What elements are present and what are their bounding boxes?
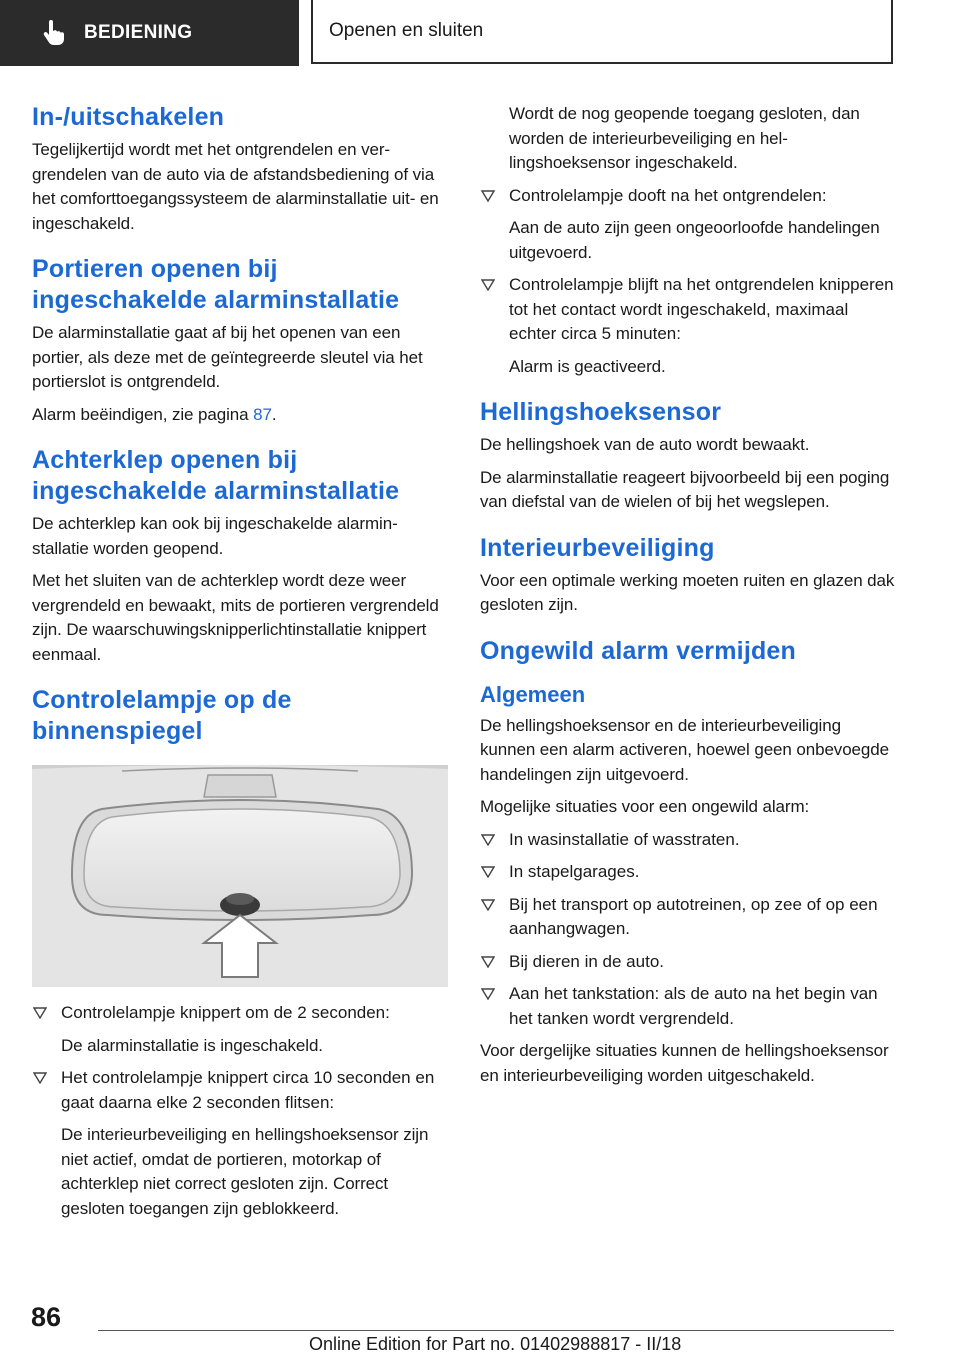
list-item-text: Het controlelampje knippert circa 10 seconden en gaat daarna elke 2 seconden flitsen: bbox=[61, 1068, 435, 1112]
list-item bbox=[480, 950, 896, 975]
footer-divider bbox=[98, 1330, 894, 1331]
paragraph: De alarminstallatie gaat af bij het openen van een portier, als deze met de geïntegreerde sleutel via het portierslot is ontgrendeld. bbox=[32, 323, 423, 391]
list-item bbox=[480, 860, 896, 885]
section-portieren-openen bbox=[32, 254, 448, 427]
section-title: BEDIENING bbox=[84, 22, 193, 43]
situations-list bbox=[480, 828, 896, 1032]
list-item-detail: Aan de auto zijn geen ongeoorloofde handelingen uitgevoerd. bbox=[509, 218, 880, 262]
list-item-text: Controlelampje dooft na het ontgrendelen: bbox=[509, 185, 827, 205]
list-item-text: In stapelgarages. bbox=[509, 862, 640, 881]
triangle-bullet-icon bbox=[33, 1007, 47, 1019]
heading-ongewild-alarm: Ongewild alarm vermijden bbox=[480, 636, 797, 665]
section-tab-block bbox=[0, 0, 299, 66]
chapter-title: Openen en sluiten bbox=[329, 20, 484, 41]
triangle-bullet-icon bbox=[33, 1072, 47, 1084]
list-item bbox=[480, 893, 896, 942]
list-item bbox=[480, 184, 896, 266]
paragraph: Voor dergelijke situaties kunnen de hellingshoeksensor en interieurbeveiliging worden uitgeschakeld. bbox=[480, 1041, 889, 1085]
continued-paragraph: Wordt de nog geopende toegang gesloten, dan worden de interieurbeveiliging en hellingshoeksensor ingeschakeld. bbox=[509, 104, 860, 172]
left-column bbox=[32, 102, 448, 1229]
paragraph: De alarminstallatie reageert bijvoorbeeld bij een poging van diefstal van de wielen of bij het wegslepen. bbox=[480, 467, 890, 511]
page-link-87[interactable]: 87 bbox=[253, 404, 272, 424]
paragraph: De achterklep kan ook bij ingeschakelde alarminstallatie worden geopend. bbox=[32, 514, 398, 558]
section-in-uitschakelen bbox=[32, 102, 448, 236]
triangle-bullet-icon bbox=[481, 988, 495, 1000]
rearview-mirror-illustration bbox=[32, 765, 448, 987]
chapter-tab-block bbox=[311, 0, 893, 64]
section-hellingshoeksensor bbox=[480, 397, 896, 515]
list-item bbox=[480, 828, 896, 853]
subheading-algemeen: Algemeen bbox=[480, 681, 586, 707]
hand-pointer-icon bbox=[42, 20, 66, 46]
heading-controlelampje: Controlelampje op de binnenspiegel bbox=[32, 686, 292, 745]
reference-end: . bbox=[271, 404, 277, 424]
section-ongewild-alarm bbox=[480, 636, 896, 1089]
triangle-bullet-icon bbox=[481, 834, 495, 846]
paragraph-cross-reference bbox=[32, 403, 448, 428]
paragraph: De hellingshoek van de auto wordt bewaakt. bbox=[480, 435, 810, 454]
paragraph: Tegelijkertijd wordt met het ontgrendelen en vergrendelen van de auto via de afstandsbediening of via het comforttoegangssysteem de alarminstallatie uit- en ingeschakeld. bbox=[32, 140, 439, 233]
mirror-drawing bbox=[32, 765, 448, 987]
heading-interieurbeveiliging: Interieurbeveiliging bbox=[480, 533, 715, 562]
triangle-bullet-icon bbox=[481, 866, 495, 878]
heading-hellingshoeksensor: Hellingshoeksensor bbox=[480, 398, 722, 426]
list-item-text: Controlelampje blijft na het ontgrendelen knipperen tot het contact wordt ingeschakeld, maximaal echter circa 5 minuten: bbox=[509, 275, 894, 343]
page-header bbox=[0, 0, 960, 66]
paragraph: Voor een optimale werking moeten ruiten en glazen dak gesloten zijn. bbox=[480, 570, 895, 614]
heading-in-uitschakelen: In-/uitschakelen bbox=[32, 103, 225, 131]
indicator-list-left bbox=[32, 1001, 448, 1221]
list-item-text: Aan het tankstation: als de auto na het begin van het tanken wordt vergrendeld. bbox=[509, 984, 878, 1028]
indicator-list-right bbox=[480, 184, 896, 380]
section-interieurbeveiliging bbox=[480, 533, 896, 618]
reference-text: Alarm beëindigen, zie pagina bbox=[32, 404, 254, 424]
list-item bbox=[480, 982, 896, 1031]
list-item bbox=[32, 1001, 448, 1058]
list-item-detail: De interieurbeveiliging en hellingshoeksensor zijn niet actief, omdat de portieren, motorkap of achterklep niet correct gesloten zijn. Correct gesloten toegangen zijn geblokkeerd. bbox=[61, 1125, 429, 1218]
triangle-bullet-icon bbox=[481, 190, 495, 202]
list-item-detail: De alarminstallatie is ingeschakeld. bbox=[61, 1035, 323, 1055]
heading-portieren-openen: Portieren openen bij ingeschakelde alarminstallatie bbox=[32, 255, 400, 314]
list-item-text: Bij het transport op autotreinen, op zee of op een aanhangwagen. bbox=[509, 894, 878, 938]
paragraph: De hellingshoeksensor en de interieurbeveiliging kunnen een alarm activeren, hoewel geen onbevoegde handelingen zijn uitgevoerd. bbox=[480, 715, 889, 784]
right-column bbox=[480, 102, 896, 1096]
heading-achterklep-openen: Achterklep openen bij ingeschakelde alarminstallatie bbox=[32, 446, 400, 505]
list-item-text: In wasinstallatie of wasstraten. bbox=[509, 829, 740, 849]
triangle-bullet-icon bbox=[481, 899, 495, 911]
list-item-detail: Alarm is geactiveerd. bbox=[509, 356, 666, 376]
list-item bbox=[32, 1066, 448, 1221]
page-number: 86 bbox=[31, 1302, 62, 1332]
paragraph: Mogelijke situaties voor een ongewild alarm: bbox=[480, 797, 810, 816]
triangle-bullet-icon bbox=[481, 279, 495, 291]
section-controlelampje bbox=[32, 685, 448, 1221]
list-item-text: Controlelampje knippert om de 2 seconden: bbox=[61, 1003, 390, 1022]
section-achterklep-openen bbox=[32, 445, 448, 667]
list-item bbox=[480, 273, 896, 379]
paragraph: Met het sluiten van de achterklep wordt deze weer vergrendeld en bewaakt, mits de portieren vergrendeld zijn. De waarschuwingsknipperlichtinstallatie knippert eenmaal. bbox=[32, 571, 439, 664]
list-item-text: Bij dieren in de auto. bbox=[509, 951, 664, 971]
edition-note: Online Edition for Part no. 01402988817 - II/18 bbox=[309, 1334, 682, 1354]
triangle-bullet-icon bbox=[481, 956, 495, 968]
